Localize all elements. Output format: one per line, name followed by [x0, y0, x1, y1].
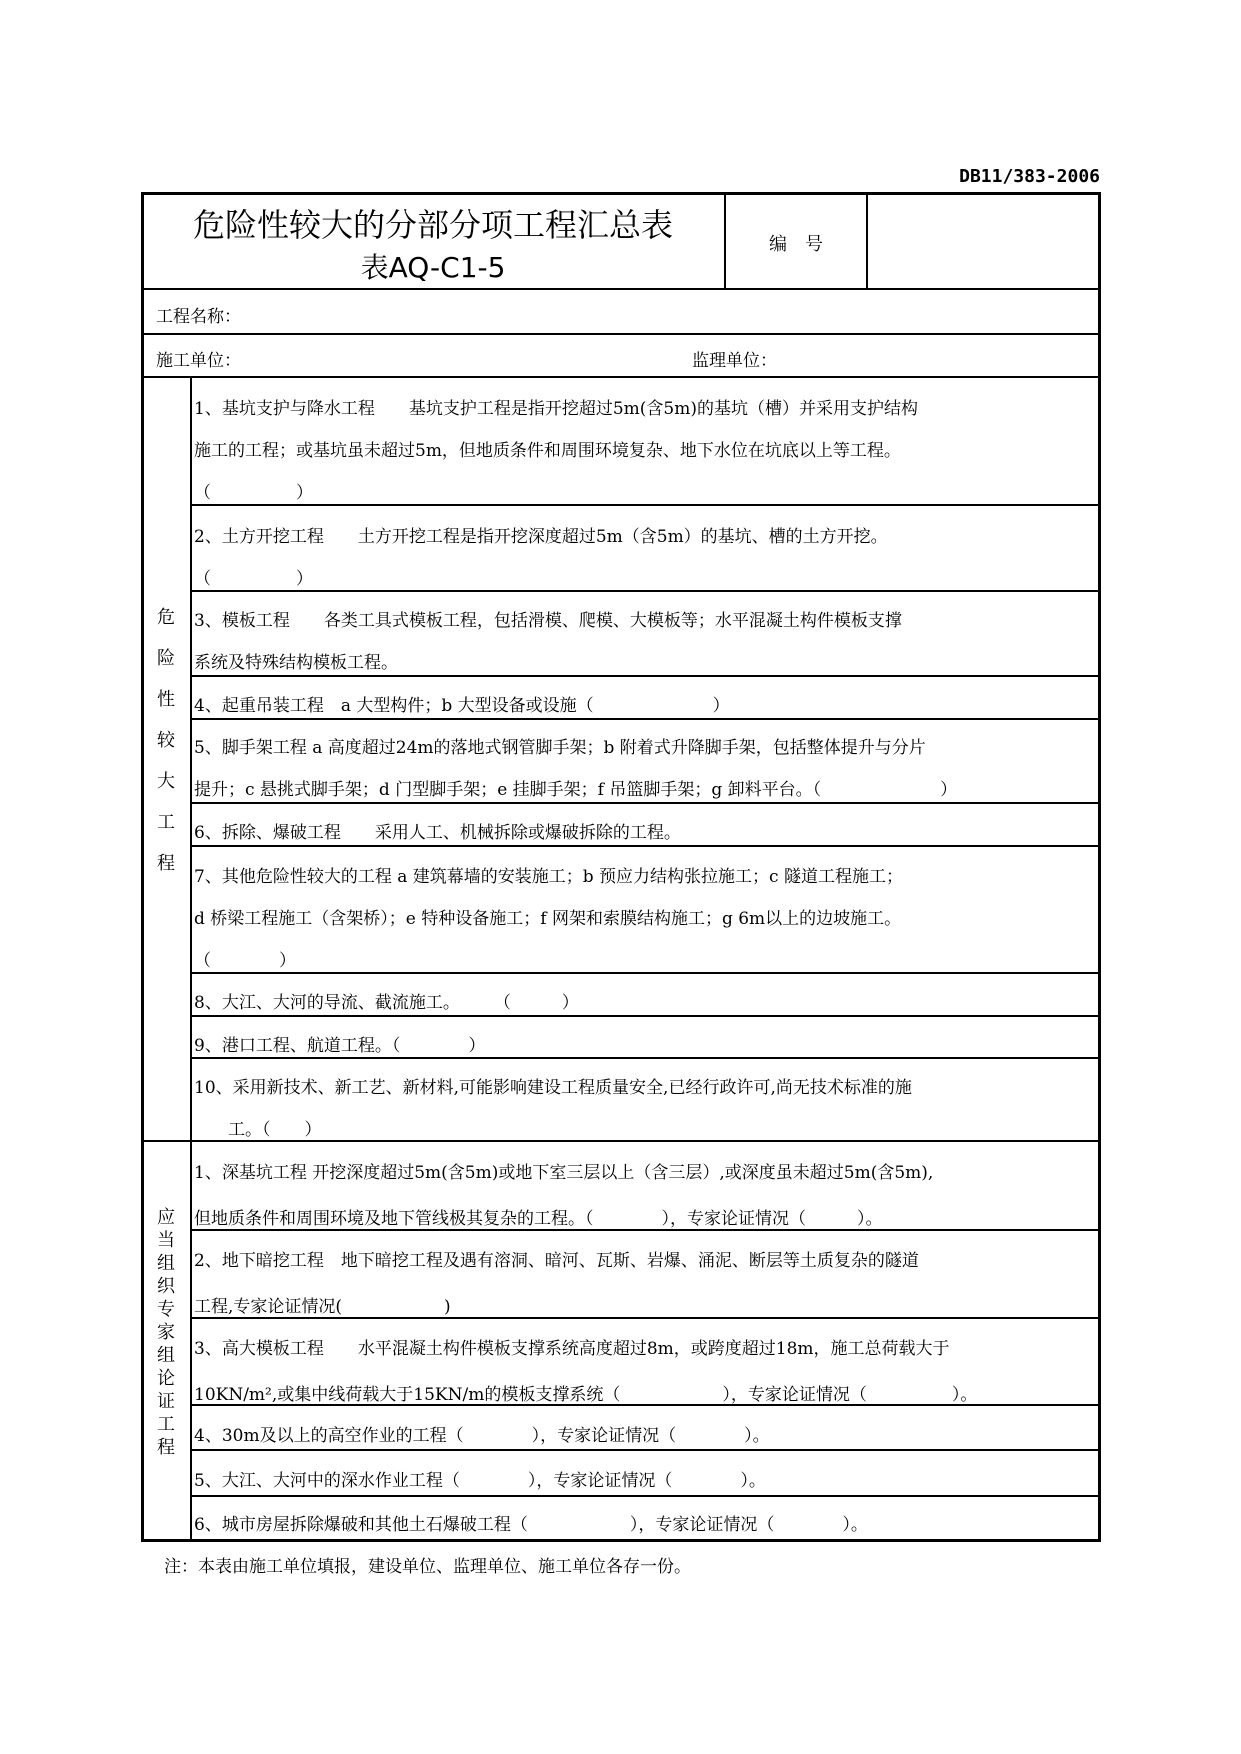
divider	[191, 1317, 1100, 1319]
divider	[866, 193, 868, 288]
divider	[191, 1495, 1100, 1497]
expert-item-1: 1、深基坑工程 开挖深度超过5m(含5m)或地下室三层以上（含三层）,或深度虽未超过5m(含5m), 但地质条件和周围环境及地下管线极其复杂的工程。（ ），专家论证情况（ ）。	[194, 1163, 934, 1229]
expert-item-6: 6、城市房屋拆除爆破和其他土石爆破工程（ ），专家论证情况（ ）。	[194, 1515, 868, 1535]
divider	[142, 376, 1100, 378]
divider	[191, 1404, 1100, 1406]
expert-item-4: 4、30m及以上的高空作业的工程（ ），专家论证情况（ ）。	[194, 1426, 770, 1446]
section2-vertical-label	[154, 1206, 178, 1459]
divider	[191, 972, 1100, 974]
project-name-field[interactable]	[250, 294, 1090, 328]
construction-unit-label: 施工单位：	[156, 351, 241, 371]
hazard-item-9: 9、港口工程、航道工程。（ ）	[194, 1036, 486, 1056]
divider	[191, 1057, 1100, 1059]
category-divider	[190, 377, 192, 1540]
section2-label-char: 当	[157, 1230, 175, 1251]
section2-label-char: 论	[157, 1368, 175, 1389]
divider	[142, 288, 1100, 290]
section2-label-char: 程	[157, 1437, 175, 1458]
section2-label-char: 织	[157, 1276, 175, 1297]
hazard-item-5: 5、脚手架工程 a 高度超过24m的落地式钢管脚手架；b 附着式升降脚手架，包括整体提升与分片 提升；c 悬挑式脚手架；d 门型脚手架；e 挂脚手架；f 吊篮脚手架；g 卸料平台。（ ）	[194, 738, 958, 800]
expert-item-5: 5、大江、大河中的深水作业工程（ ），专家论证情况（ ）。	[194, 1471, 766, 1491]
footnote: 注：本表由施工单位填报，建设单位、监理单位、施工单位各存一份。	[164, 1557, 691, 1577]
divider	[191, 504, 1100, 506]
supervision-unit-label: 监理单位：	[692, 351, 777, 371]
divider	[191, 802, 1100, 804]
section1-label-char: 大	[157, 771, 175, 792]
hazard-item-10: 10、采用新技术、新工艺、新材料,可能影响建设工程质量安全,已经行政许可,尚无技术标准的施 工。（ ）	[194, 1078, 912, 1140]
section1-label-char: 较	[157, 730, 175, 751]
supervision-unit-field[interactable]	[786, 338, 1086, 372]
project-name-label: 工程名称：	[156, 307, 241, 327]
section1-label-char: 工	[157, 812, 175, 833]
hazard-item-3: 3、模板工程 各类工具式模板工程，包括滑模、爬模、大模板等；水平混凝土构件模板支撑 系统及特殊结构模板工程。	[194, 611, 902, 673]
expert-item-2: 2、地下暗挖工程 地下暗挖工程及遇有溶洞、暗河、瓦斯、岩爆、涌泥、断层等土质复杂的隧道 工程,专家论证情况( )	[194, 1251, 919, 1317]
form-code: 表AQ-C1-5	[360, 251, 506, 284]
divider	[191, 590, 1100, 592]
divider	[191, 718, 1100, 720]
section2-label-char: 组	[157, 1253, 175, 1274]
expert-item-3: 3、高大模板工程 水平混凝土构件模板支撑系统高度超过8m，或跨度超过18m，施工总荷载大于 10KN/m²,或集中线荷载大于15KN/m的模板支撑系统（ ），专家论证情况（ ）。	[194, 1339, 978, 1405]
divider	[191, 675, 1100, 677]
hazard-item-2: 2、土方开挖工程 土方开挖工程是指开挖深度超过5m（含5m）的基坑、槽的土方开挖。 （ ）	[194, 527, 888, 589]
section2-label-char: 证	[157, 1391, 175, 1412]
section2-label-char: 工	[157, 1414, 175, 1435]
section2-label-char: 组	[157, 1345, 175, 1366]
form-title: 危险性较大的分部分项工程汇总表	[192, 206, 673, 244]
section-divider	[142, 1140, 1100, 1142]
section1-label-char: 险	[157, 648, 175, 669]
hazard-item-6: 6、拆除、爆破工程 采用人工、机械拆除或爆破拆除的工程。	[194, 823, 681, 843]
divider	[191, 1449, 1100, 1451]
document-code: DB11/383-2006	[959, 166, 1100, 187]
construction-unit-field[interactable]	[250, 338, 680, 372]
section1-label-char: 危	[157, 607, 175, 628]
number-field[interactable]	[870, 196, 1098, 284]
hazard-item-7: 7、其他危险性较大的工程 a 建筑幕墙的安装施工；b 预应力结构张拉施工；c 隧道工程施工； d 桥梁工程施工（含架桥）；e 特种设备施工；f 网架和索膜结构施工；g 6m以上的边坡施工。 （ ）	[194, 867, 903, 971]
hazard-item-8: 8、大江、大河的导流、截流施工。 （ ）	[194, 993, 579, 1013]
section1-label-char: 性	[157, 689, 175, 710]
section2-label-char: 应	[157, 1207, 175, 1228]
section1-vertical-label	[154, 597, 178, 884]
divider	[142, 333, 1100, 335]
hazard-item-1: 1、基坑支护与降水工程 基坑支护工程是指开挖超过5m(含5m)的基坑（槽）并采用支护结构 施工的工程；或基坑虽未超过5m，但地质条件和周围环境复杂、地下水位在坑底以上等工程。 （ ）	[194, 399, 918, 503]
divider	[191, 1229, 1100, 1231]
hazard-item-4: 4、起重吊装工程 a 大型构件；b 大型设备或设施（ ）	[194, 696, 730, 716]
number-label: 编 号	[769, 234, 823, 255]
section2-label-char: 家	[157, 1322, 175, 1343]
divider	[191, 1015, 1100, 1017]
divider	[191, 845, 1100, 847]
section2-label-char: 专	[157, 1299, 175, 1320]
section1-label-char: 程	[157, 853, 175, 874]
